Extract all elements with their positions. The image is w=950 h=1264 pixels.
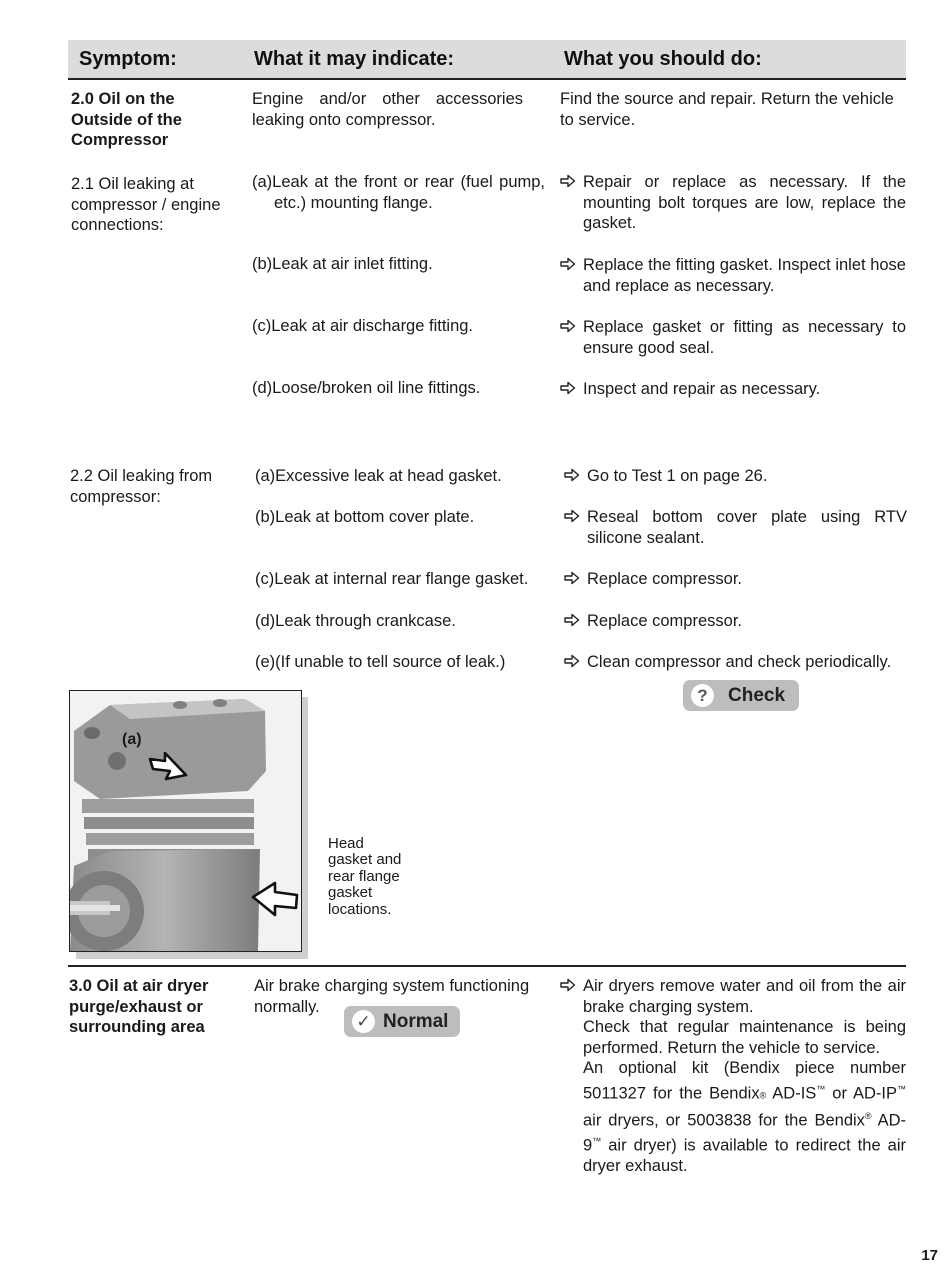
symptom-3-0: 3.0 Oil at air dryer purge/exhaust or surrounding area [69, 977, 209, 1037]
action-text: Replace the fitting gasket. Inspect inlet hose and replace as necessary. [583, 256, 906, 295]
action-text: Go to Test 1 on page 26. [587, 467, 768, 485]
cause-2-1-a: (a)Leak at the front or rear (fuel pump, etc.) mounting flange. [252, 173, 545, 212]
cause-2-2-a: (a)Excessive leak at head gasket. [255, 467, 502, 485]
cause-2-2-c: (c)Leak at internal rear flange gasket. [255, 570, 529, 588]
action-text: Replace compressor. [587, 612, 742, 630]
cause-2-1-c: (c)Leak at air discharge fitting. [252, 317, 474, 335]
indicate-2-0: Engine and/or other accessories leaking onto compressor. [252, 90, 523, 129]
action-text: Inspect and repair as necessary. [583, 380, 821, 398]
symptom-2-1: 2.1 Oil leaking at compressor / engine connections: [71, 175, 221, 235]
action-3-0-p2: Check that regular maintenance is being performed. Return the vehicle to service. [583, 1018, 906, 1057]
action-text: Replace compressor. [587, 570, 742, 588]
check-badge [683, 680, 799, 711]
arrow-right-icon [560, 173, 576, 189]
arrow-right-icon [564, 653, 580, 669]
action-2-2-a [564, 466, 907, 487]
action-text: Clean compressor and check periodically. [587, 653, 892, 671]
action-text: Repair or replace as necessary. If the mounting bolt torques are low, replace the gasket. [583, 173, 906, 233]
question-icon: ? [691, 684, 714, 707]
indicate-3-0: Air brake charging system functioning normally. [254, 977, 530, 1016]
text-span: air dryer) is available to redirect the air dryer exhaust. [583, 1136, 906, 1176]
trademark-mark: ™ [816, 1083, 826, 1094]
registered-mark: ® [864, 1111, 872, 1122]
arrow-right-icon [564, 570, 580, 586]
cause-2-1-b: (b)Leak at air inlet fitting. [252, 255, 433, 273]
action-2-1-b [560, 255, 906, 296]
action-2-1-d [560, 379, 906, 400]
action-2-1-c [560, 317, 906, 358]
cause-2-2-e: (e)(If unable to tell source of leak.) [255, 653, 506, 671]
cause-2-1-d: (d)Loose/broken oil line fittings. [252, 379, 481, 397]
action-2-2-b [564, 507, 907, 548]
normal-badge [344, 1006, 460, 1037]
action-3-0-p3 [583, 1058, 906, 1176]
arrow-right-icon [560, 318, 576, 334]
action-2-2-e [564, 652, 917, 673]
action-2-0: Find the source and repair. Return the vehicle to service. [560, 90, 894, 129]
action-3-0-p1: Air dryers remove water and oil from the air brake charging system. [583, 977, 906, 1016]
action-text: Reseal bottom cover plate using RTV silicone sealant. [587, 508, 907, 547]
text-span: or AD-IP [825, 1084, 898, 1103]
header-action: What you should do: [564, 48, 762, 70]
arrow-right-icon [564, 508, 580, 524]
cause-2-2-d: (d)Leak through crankcase. [255, 612, 456, 630]
compressor-illustration [70, 691, 301, 951]
text-span: An optional kit (Bendix piece number 5011327 for the Bendix [583, 1059, 906, 1103]
action-2-2-c [564, 569, 907, 590]
arrow-right-icon [560, 380, 576, 396]
page-number: 17 [921, 1247, 938, 1264]
figure-caption: Head gasket and rear flange gasket locations. [328, 835, 402, 918]
symptom-2-2: 2.2 Oil leaking from compressor: [70, 467, 213, 506]
normal-badge-label: Normal [383, 1011, 449, 1032]
arrow-right-icon [564, 467, 580, 483]
table-header [68, 40, 906, 80]
action-3-0 [560, 976, 906, 1177]
trademark-mark: ™ [897, 1083, 907, 1094]
text-span: AD-9 [583, 1111, 907, 1155]
header-symptom: Symptom: [79, 48, 177, 70]
checkmark-icon: ✓ [352, 1010, 375, 1033]
arrow-right-icon [560, 977, 576, 993]
check-badge-label: Check [728, 685, 786, 706]
symptom-2-0: 2.0 Oil on the Outside of the Compressor [71, 90, 182, 150]
action-text: Replace gasket or fitting as necessary to ensure good seal. [583, 318, 906, 357]
header-indicate: What it may indicate: [254, 48, 455, 70]
text-span: air dryers, or 5003838 for the Bendix [583, 1111, 865, 1130]
action-2-1-a [560, 172, 906, 234]
callout-a: (a) [122, 731, 142, 748]
trademark-mark: ™ [592, 1136, 602, 1147]
action-2-2-d [564, 611, 907, 632]
section-divider [68, 965, 906, 967]
compressor-photo [69, 690, 302, 952]
cause-2-2-b: (b)Leak at bottom cover plate. [255, 508, 475, 526]
arrow-right-icon [564, 612, 580, 628]
arrow-right-icon [560, 256, 576, 272]
text-span: AD-IS [766, 1084, 817, 1103]
registered-mark: ® [759, 1090, 767, 1101]
